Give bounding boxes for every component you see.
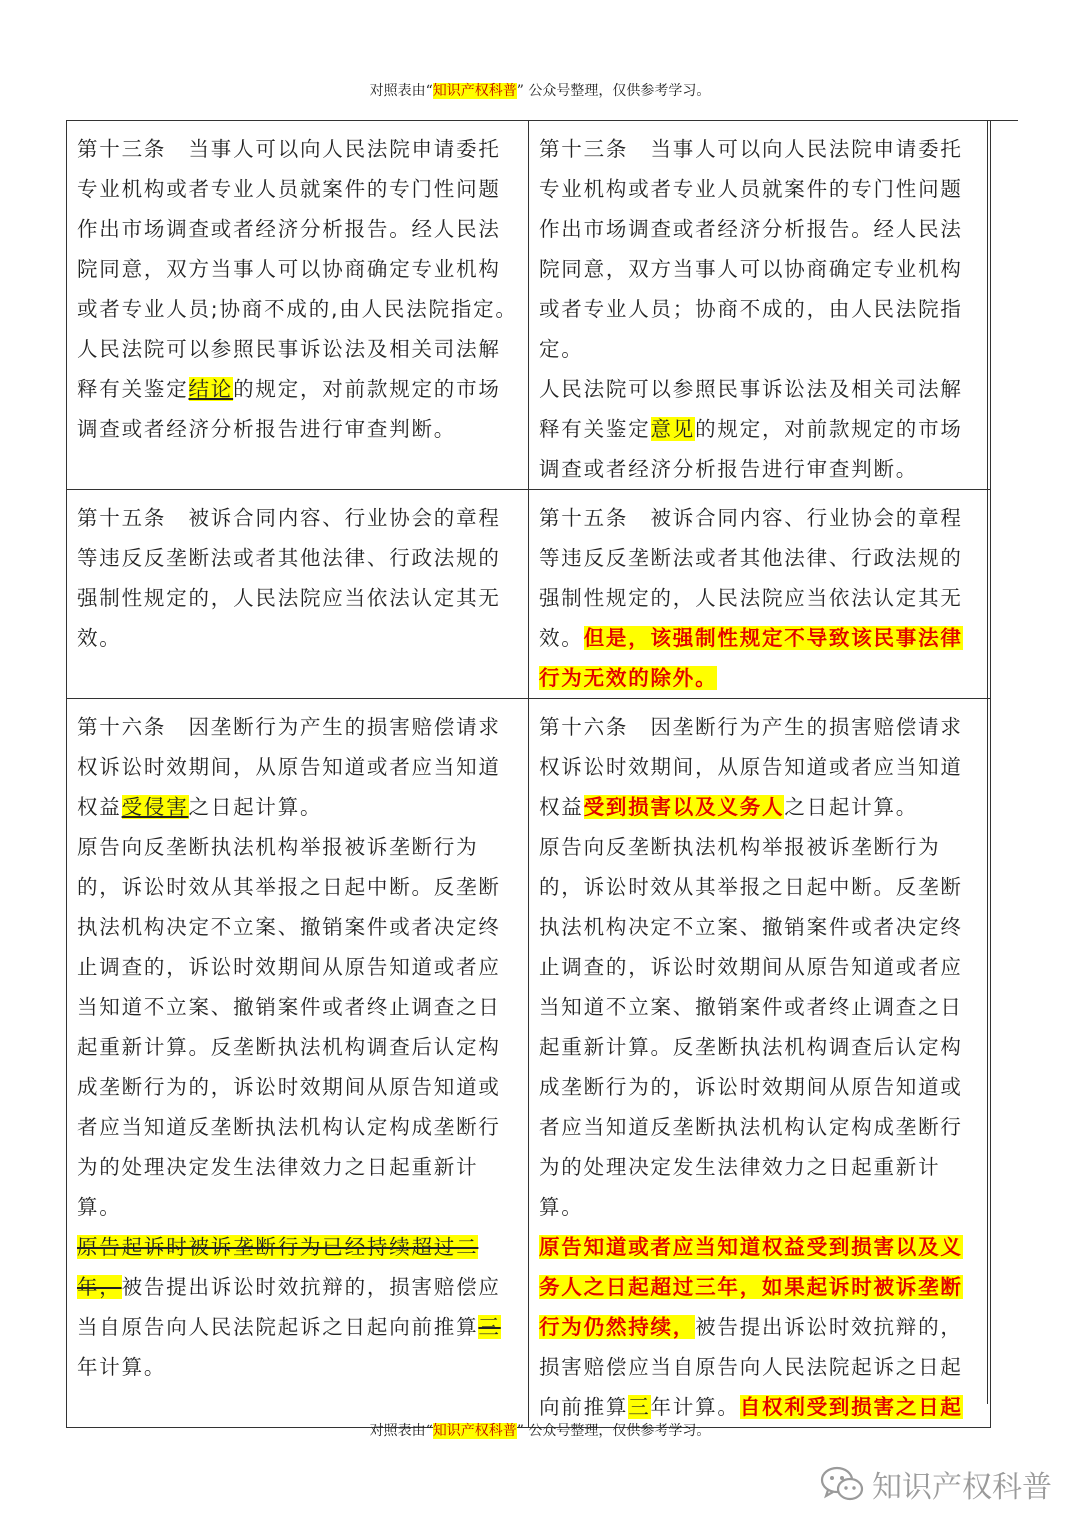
- highlighted-text: 三: [478, 1315, 501, 1339]
- clause-text: 被告提出诉讼时效抗辩的，损害赔偿应当自原告向人民法院起诉之日起向前推算: [77, 1275, 501, 1339]
- footer-note-highlight: 知识产权科普: [432, 1423, 517, 1439]
- comparison-row: [67, 121, 991, 490]
- old-text-cell: [67, 699, 529, 1428]
- highlighted-text: 受到损害以及义务人: [583, 795, 785, 819]
- highlighted-text: 原告起诉时被诉垄断行为已经持续超过二年，: [77, 1235, 479, 1299]
- header-note-highlight: 知识产权科普: [432, 83, 517, 99]
- clause-paragraph: [77, 129, 518, 329]
- clause-paragraph: [539, 827, 980, 1227]
- old-text-cell: [67, 490, 529, 699]
- clause-text: 第十三条 当事人可以向人民法院申请委托专业机构或者专业人员就案件的专门性问题作出市场调查或者经济分析报告。经人民法院同意，双方当事人可以协商确定专业机构或者专业人员;协商不成的,由人民法院指定。: [77, 137, 518, 321]
- new-text-cell: [529, 490, 991, 699]
- new-text-cell: [529, 699, 991, 1428]
- clause-text: 之日起计算。: [188, 795, 323, 819]
- footer-note-suffix: ” 公众号整理，仅供参考学习。: [516, 1423, 711, 1439]
- highlighted-text: 自权利受到损害之日起: [739, 1395, 963, 1419]
- clause-paragraph: [77, 498, 518, 658]
- clause-paragraph: [77, 1227, 518, 1387]
- highlighted-text: 但是，该强制性规定不导致该民事法律行为无效的除外。: [539, 626, 963, 690]
- watermark: [820, 1462, 1052, 1506]
- clause-text: 年计算。: [650, 1395, 740, 1419]
- clause-text: 原告向反垄断执法机构举报被诉垄断行为的，诉讼时效从其举报之日起中断。反垄断执法机构决定不立案、撤销案件或者决定终止调查的，诉讼时效期间从原告知道或者应当知道不立案、撤销案件或者终止调查之日起重新计算。反垄断执法机构调查后认定构成垄断行为的，诉讼时效期间从原告知道或者应当知道反垄断执法机构认定构成垄断行为的处理决定发生法律效力之日起重新计算。: [539, 835, 963, 1219]
- highlighted-text: 意见: [650, 417, 696, 441]
- clause-paragraph: [539, 1227, 980, 1427]
- wechat-icon: [820, 1465, 864, 1503]
- old-text-cell: [67, 121, 529, 490]
- clause-text: 第十五条 被诉合同内容、行业协会的章程等违反反垄断法或者其他法律、行政法规的强制性规定的，人民法院应当依法认定其无效。: [77, 506, 501, 650]
- clause-paragraph: [539, 498, 980, 698]
- clause-text: 第十五条 被诉合同内容、行业协会的章程等违反反垄断法或者其他法律、行政法规的强制性规定的，人民法院应当依法认定其无效。: [539, 506, 963, 650]
- comparison-table: [66, 120, 991, 1428]
- clause-paragraph: [539, 369, 980, 489]
- clause-paragraph: [539, 129, 980, 369]
- new-text-cell: [529, 121, 991, 490]
- footer-note-prefix: 对照表由“: [369, 1423, 433, 1439]
- clause-text: 的规定，对前款规定的市场调查或者经济分析报告进行审查判断。: [77, 377, 501, 441]
- clause-paragraph: [77, 827, 518, 1227]
- clause-paragraph: [539, 707, 980, 827]
- clause-text: 年计算。: [77, 1355, 167, 1379]
- header-note-prefix: 对照表由“: [369, 83, 433, 99]
- clause-text: 第十六条 因垄断行为产生的损害赔偿请求权诉讼时效期间，从原告知道或者应当知道权益: [77, 715, 501, 819]
- highlighted-text: 结论: [188, 377, 234, 401]
- clause-text: 的规定，对前款规定的市场调查或者经济分析报告进行审查判断。: [539, 417, 963, 481]
- footer-note: [0, 1420, 1080, 1440]
- clause-text: 人民法院可以参照民事诉讼法及相关司法解释有关鉴定: [77, 337, 501, 401]
- clause-text: 原告向反垄断执法机构举报被诉垄断行为的，诉讼时效从其举报之日起中断。反垄断执法机构决定不立案、撤销案件或者决定终止调查的，诉讼时效期间从原告知道或者应当知道不立案、撤销案件或者终止调查之日起重新计算。反垄断执法机构调查后认定构成垄断行为的，诉讼时效期间从原告知道或者应当知道反垄断执法机构认定构成垄断行为的处理决定发生法律效力之日起重新计算。: [77, 835, 501, 1219]
- highlighted-text: 三: [628, 1395, 651, 1419]
- highlighted-text: 受侵害: [121, 795, 189, 819]
- clause-text: 第十六条 因垄断行为产生的损害赔偿请求权诉讼时效期间，从原告知道或者应当知道权益: [539, 715, 963, 819]
- clause-text: 之日起计算。: [784, 795, 919, 819]
- clause-paragraph: [77, 329, 518, 449]
- watermark-text: 知识产权科普: [872, 1470, 1052, 1505]
- clause-text: 人民法院可以参照民事诉讼法及相关司法解释有关鉴定: [539, 377, 963, 441]
- header-note: [0, 80, 1080, 100]
- header-note-suffix: ” 公众号整理，仅供参考学习。: [516, 83, 711, 99]
- highlighted-text: 原告知道或者应当知道权益受到损害以及义务人之日起超过三年，如果起诉时被诉垄断行为仍然持续，: [539, 1235, 963, 1339]
- clause-text: 第十三条 当事人可以向人民法院申请委托专业机构或者专业人员就案件的专门性问题作出市场调查或者经济分析报告。经人民法院同意，双方当事人可以协商确定专业机构或者专业人员；协商不成的，由人民法院指定。: [539, 137, 963, 361]
- comparison-row: [67, 490, 991, 699]
- comparison-row: [67, 699, 991, 1428]
- clause-paragraph: [77, 707, 518, 827]
- clause-text: 被告提出诉讼时效抗辩的，损害赔偿应当自原告向人民法院起诉之日起向前推算: [539, 1315, 963, 1419]
- table-right-rule: [987, 120, 988, 1404]
